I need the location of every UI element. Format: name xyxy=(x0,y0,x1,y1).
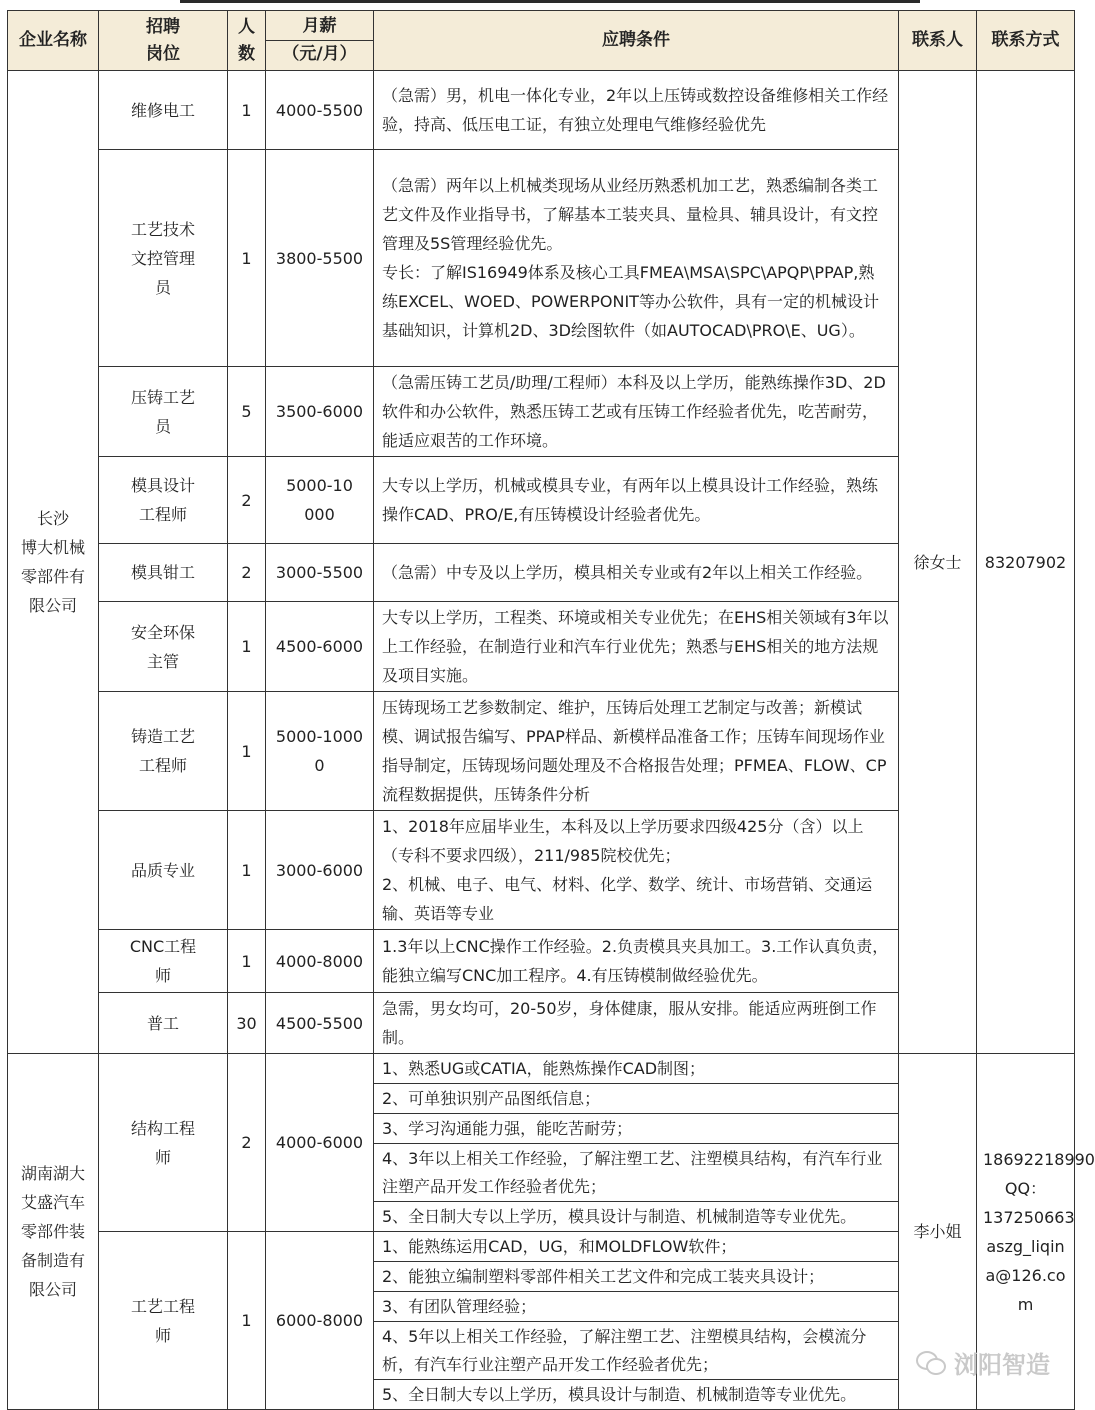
table-row xyxy=(8,1054,1075,1084)
job-count: 1 xyxy=(228,71,266,150)
job-count: 1 xyxy=(228,150,266,367)
job-position: 模具钳工 xyxy=(99,544,228,602)
job-count: 2 xyxy=(228,457,266,544)
job-salary: 4000-5500 xyxy=(266,71,374,150)
job-position: 结构工程师 xyxy=(99,1054,228,1232)
watermark-text: 浏阳智造 xyxy=(954,1351,1050,1379)
top-border-strip xyxy=(0,0,1080,10)
header-contact: 联系人 xyxy=(899,11,977,71)
job-count: 1 xyxy=(228,930,266,993)
header-salary-title: 月薪 xyxy=(302,16,337,36)
job-salary: 3000-5500 xyxy=(266,544,374,602)
job-salary: 4000-6000 xyxy=(266,1054,374,1232)
contact-person: 徐女士 xyxy=(899,71,977,1054)
header-salary-unit: （元/月） xyxy=(266,40,373,68)
watermark xyxy=(916,1345,1050,1380)
job-requirement-item: 1、能熟练运用CAD，UG，和MOLDFLOW软件； xyxy=(374,1232,899,1262)
contact-qq-label: QQ： xyxy=(1004,1178,1047,1198)
job-position: 普工 xyxy=(99,993,228,1054)
job-count: 1 xyxy=(228,692,266,811)
job-salary: 3000-6000 xyxy=(266,811,374,930)
job-position: 安全环保主管 xyxy=(99,602,228,692)
job-requirements: 大专以上学历，机械或模具专业，有两年以上模具设计工作经验，熟练操作CAD、PRO/E,有压铸模设计经验者优先。 xyxy=(374,457,899,544)
job-position: 维修电工 xyxy=(99,71,228,150)
header-salary xyxy=(266,11,374,71)
job-requirements: （急需）中专及以上学历，模具相关专业或有2年以上相关工作经验。 xyxy=(374,544,899,602)
header-count: 人 数 xyxy=(228,11,266,71)
job-position: 压铸工艺员 xyxy=(99,367,228,457)
job-position: 铸造工艺工程师 xyxy=(99,692,228,811)
job-position: CNC工程师 xyxy=(99,930,228,993)
job-requirements: 急需，男女均可，20-50岁，身体健康，服从安排。能适应两班倒工作制。 xyxy=(374,993,899,1054)
contact-phone: 83207902 xyxy=(977,71,1075,1054)
contact-email: aszg_liqina@126.com xyxy=(985,1236,1066,1314)
job-requirement-item: 2、能独立编制塑料零部件相关工艺文件和完成工装夹具设计； xyxy=(374,1262,899,1292)
table-row xyxy=(8,71,1075,150)
job-count: 2 xyxy=(228,1054,266,1232)
job-requirements: 1、2018年应届毕业生，本科及以上学历要求四级425分（含）以上（专科不要求四级），211/985院校优先； 2、机械、电子、电气、材料、化学、数学、统计、市场营销、交通运输、英语等专业 xyxy=(374,811,899,930)
wechat-icon xyxy=(916,1351,946,1375)
job-count: 1 xyxy=(228,811,266,930)
job-salary: 3800-5500 xyxy=(266,150,374,367)
job-salary: 3500-6000 xyxy=(266,367,374,457)
top-bar xyxy=(180,0,920,3)
header-position: 招聘 岗位 xyxy=(99,11,228,71)
contact-qq: 137250663 xyxy=(983,1207,1075,1227)
job-salary: 4500-5500 xyxy=(266,993,374,1054)
job-count: 30 xyxy=(228,993,266,1054)
company-name: 湖南湖大艾盛汽车零部件装备制造有限公司 xyxy=(8,1054,99,1410)
job-position: 工艺技术文控管理员 xyxy=(99,150,228,367)
job-position: 模具设计工程师 xyxy=(99,457,228,544)
job-count: 5 xyxy=(228,367,266,457)
header-row xyxy=(8,11,1075,71)
job-requirement-item: 5、全日制大专以上学历，模具设计与制造、机械制造等专业优先。 xyxy=(374,1202,899,1232)
job-salary: 5000-10000 xyxy=(266,457,374,544)
job-count: 1 xyxy=(228,602,266,692)
job-position: 工艺工程师 xyxy=(99,1232,228,1410)
job-requirement-item: 3、有团队管理经验； xyxy=(374,1292,899,1322)
job-requirements: 大专以上学历，工程类、环境或相关专业优先；在EHS相关领域有3年以上工作经验，在制造行业和汽车行业优先；熟悉与EHS相关的地方法规及项目实施。 xyxy=(374,602,899,692)
company-name: 长沙 博大机械零部件有限公司 xyxy=(8,71,99,1054)
job-requirements: （急需）男，机电一体化专业，2年以上压铸或数控设备维修相关工作经验，持高、低压电工证，有独立处理电气维修经验优先 xyxy=(374,71,899,150)
job-requirement-item: 1、熟悉UG或CATIA，能熟炼操作CAD制图； xyxy=(374,1054,899,1084)
job-count: 1 xyxy=(228,1232,266,1410)
job-count: 2 xyxy=(228,544,266,602)
job-requirement-item: 2、可单独识别产品图纸信息； xyxy=(374,1084,899,1114)
job-requirements: （急需压铸工艺员/助理/工程师）本科及以上学历，能熟练操作3D、2D软件和办公软件，熟悉压铸工艺或有压铸工作经验者优先，吃苦耐劳，能适应艰苦的工作环境。 xyxy=(374,367,899,457)
job-position: 品质专业 xyxy=(99,811,228,930)
header-requirements: 应聘条件 xyxy=(374,11,899,71)
job-requirement-item: 3、学习沟通能力强，能吃苦耐劳； xyxy=(374,1114,899,1144)
recruitment-table xyxy=(7,10,1095,1410)
job-salary: 4500-6000 xyxy=(266,602,374,692)
job-salary: 5000-10000 xyxy=(266,692,374,811)
contact-phone: 18692218990 xyxy=(983,1149,1095,1169)
job-requirements: （急需）两年以上机械类现场从业经历熟悉机加工艺，熟悉编制各类工艺文件及作业指导书，了解基本工装夹具、量检具、辅具设计，有文控管理及5S管理经验优先。 专长：了解IS16949体系及核心工具FMEA\MSA\SPC\APQP\PPAP,熟练EXCEL、WOED、POWERPONIT等办公软件，具有一定的机械设计基础知识，计算机2D、3D绘图软件（如AUTOCAD\PRO\E、UG）。 xyxy=(374,150,899,367)
header-contact-info: 联系方式 xyxy=(977,11,1075,71)
header-company: 企业名称 xyxy=(8,11,99,71)
job-requirement-item: 5、全日制大专以上学历，模具设计与制造、机械制造等专业优先。 xyxy=(374,1380,899,1410)
job-requirement-item: 4、3年以上相关工作经验，了解注塑工艺、注塑模具结构，有汽车行业注塑产品开发工作经验者优先； xyxy=(374,1144,899,1202)
job-requirement-item: 4、5年以上相关工作经验，了解注塑工艺、注塑模具结构，会模流分析，有汽车行业注塑产品开发工作经验者优先； xyxy=(374,1322,899,1380)
job-salary: 6000-8000 xyxy=(266,1232,374,1410)
job-requirements: 压铸现场工艺参数制定、维护，压铸后处理工艺制定与改善；新模试模、调试报告编写、PPAP样品、新模样品准备工作；压铸车间现场作业指导制定，压铸现场问题处理及不合格报告处理；PFMEA、FLOW、CP流程数据提供，压铸条件分析 xyxy=(374,692,899,811)
contact-person: 李小姐 xyxy=(899,1054,977,1410)
job-salary: 4000-8000 xyxy=(266,930,374,993)
job-requirements: 1.3年以上CNC操作工作经验。2.负责模具夹具加工。3.工作认真负责，能独立编写CNC加工程序。4.有压铸模制做经验优先。 xyxy=(374,930,899,993)
